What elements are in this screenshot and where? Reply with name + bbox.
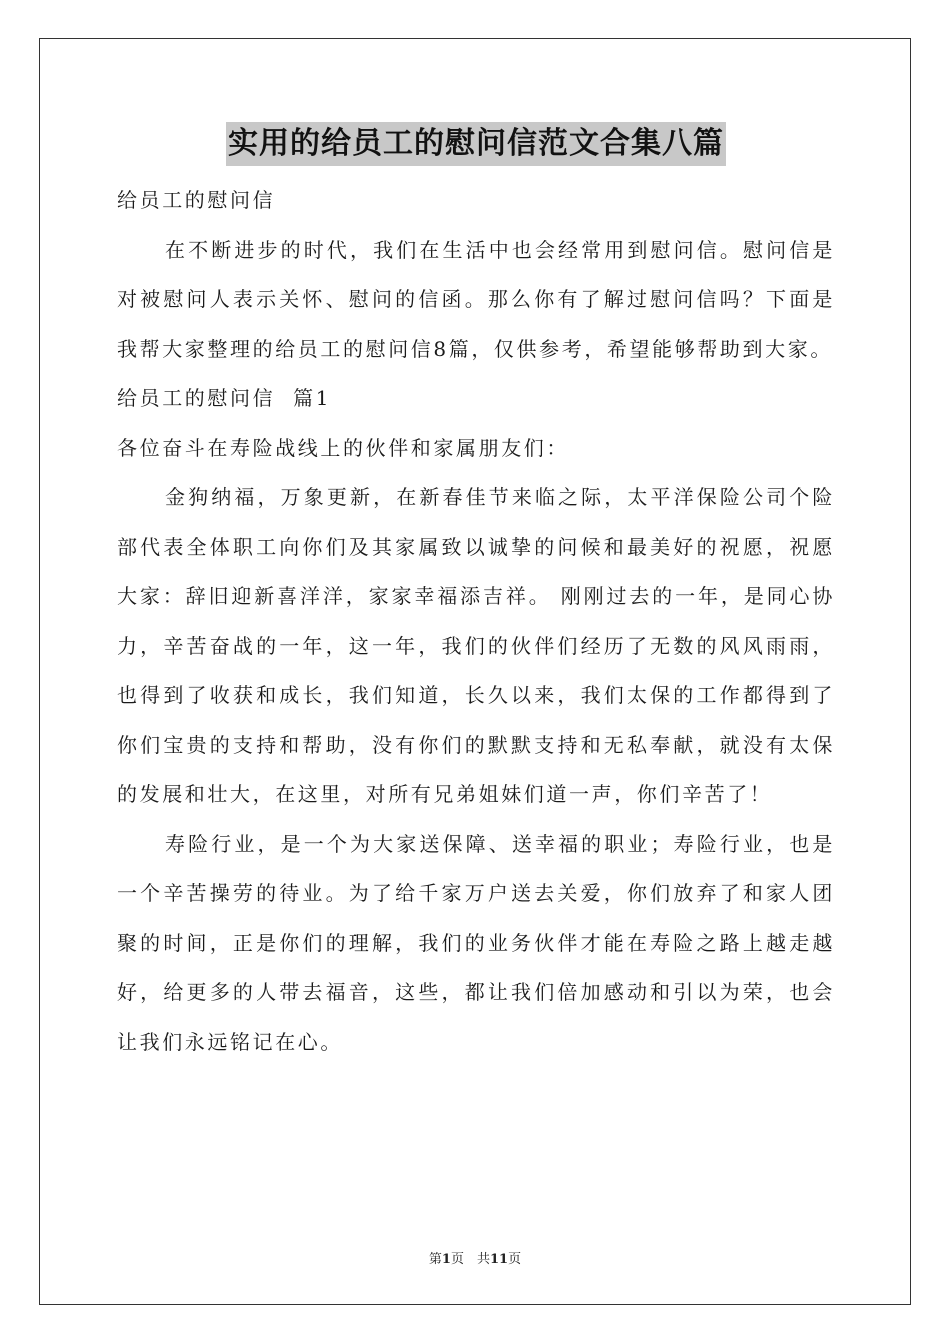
title-wrap xyxy=(117,122,835,170)
footer-total-pages: 11 xyxy=(489,1252,509,1267)
intro-paragraph: 在不断进步的时代，我们在生活中也会经常用到慰问信。慰问信是对被慰问人表示关怀、慰问的信函。那么你有了解过慰问信吗？下面是我帮大家整理的给员工的慰问信8篇，仅供参考，希望能够帮助到大家。 xyxy=(117,237,835,361)
section-heading: 给员工的慰问信 篇1 xyxy=(117,386,332,410)
footer-middle: 页 共 xyxy=(450,1252,490,1267)
page-footer xyxy=(0,1248,950,1267)
document-title: 实用的给员工的慰问信范文合集八篇 xyxy=(226,122,726,166)
document-subtitle: 给员工的慰问信 xyxy=(117,188,276,212)
document-body xyxy=(117,122,835,1067)
salutation: 各位奋斗在寿险战线上的伙伴和家属朋友们： xyxy=(117,435,569,460)
footer-page-number: 1 xyxy=(441,1252,451,1267)
body-paragraph-1: 金狗纳福，万象更新，在新春佳节来临之际，太平洋保险公司个险部代表全体职工向你们及其家属致以诚挚的问候和最美好的祝愿，祝愿大家：辞旧迎新喜洋洋，家家幸福添吉祥。 刚刚过去的一年，是同心协力，辛苦奋战的一年，这一年，我们的伙伴们经历了无数的风风雨雨，也得到了收获和成长，我们知道，长久以来，我们太保的工作都得到了你们宝贵的支持和帮助，没有你们的默默支持和无私奉献，就没有太保的发展和壮大，在这里，对所有兄弟姐妹们道一声，你们辛苦了！ xyxy=(117,485,835,806)
footer-prefix: 第 xyxy=(428,1252,442,1267)
footer-suffix: 页 xyxy=(508,1252,522,1267)
body-paragraph-2: 寿险行业，是一个为大家送保障、送幸福的职业；寿险行业，也是一个辛苦操劳的待业。为了给千家万户送去关爱，你们放弃了和家人团聚的时间，正是你们的理解，我们的业务伙伴才能在寿险之路上越走越好，给更多的人带去福音，这些，都让我们倍加感动和引以为荣，也会让我们永远铭记在心。 xyxy=(117,831,835,1054)
